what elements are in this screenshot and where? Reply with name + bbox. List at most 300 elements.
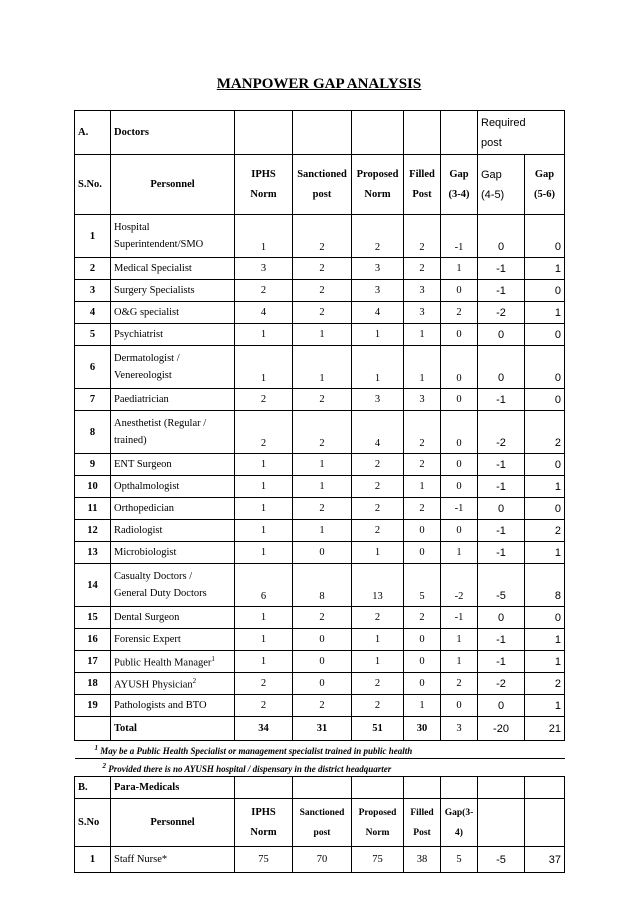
table-row: [75, 302, 565, 324]
row-personnel: [111, 302, 235, 324]
cell-iphs: 2: [235, 695, 293, 717]
line: Proposed: [358, 807, 397, 818]
cell-g56: 0: [525, 280, 565, 302]
cell-g45: 0: [478, 346, 525, 389]
cell-sanc: 0: [293, 629, 352, 651]
header-personnel: Personnel: [111, 799, 235, 847]
footnote: [75, 741, 565, 759]
table-row: [75, 564, 565, 607]
table-row: [75, 411, 565, 454]
row-sno: 4: [75, 302, 111, 324]
row-sno: 12: [75, 520, 111, 542]
table-row: [75, 258, 565, 280]
line: post: [313, 827, 331, 838]
header-iphs: [235, 799, 293, 847]
cell-prop: 2: [352, 673, 404, 695]
cell-g45: -1: [478, 629, 525, 651]
header-iphs: [235, 155, 293, 215]
total-label: Total: [111, 717, 235, 741]
row-sno: 1: [75, 847, 111, 873]
cell-prop: 2: [352, 498, 404, 520]
table-row: [75, 847, 565, 873]
row-personnel: [111, 476, 235, 498]
row-personnel: [111, 411, 235, 454]
row-personnel: [111, 454, 235, 476]
line: Gap: [481, 168, 502, 181]
cell-sanc: 2: [293, 215, 352, 258]
total-row: [75, 717, 565, 741]
row-personnel: [111, 695, 235, 717]
line: Gap(3-: [444, 807, 474, 818]
row-sno: 1: [75, 215, 111, 258]
cell-iphs: 1: [235, 651, 293, 673]
footnote-row: [75, 741, 565, 759]
cell-prop: 75: [352, 847, 404, 873]
line: post: [481, 136, 502, 149]
header-gap: [441, 799, 478, 847]
cell-g56: 2: [525, 411, 565, 454]
cell-g34: 0: [441, 520, 478, 542]
line: Casualty Doctors /: [114, 571, 193, 582]
cell-g56: 1: [525, 695, 565, 717]
header-row: [75, 799, 565, 847]
cell-g34: 0: [441, 411, 478, 454]
line: (5-6): [534, 188, 555, 200]
cell-g56: 8: [525, 564, 565, 607]
cell-iphs: 4: [235, 302, 293, 324]
row-personnel: [111, 280, 235, 302]
cell-iphs: 1: [235, 629, 293, 651]
cell-prop: 2: [352, 695, 404, 717]
cell-prop: 13: [352, 564, 404, 607]
cell-g56: 0: [525, 389, 565, 411]
line: O&G specialist: [114, 307, 180, 318]
empty-cell: [235, 111, 293, 155]
row-sno: 15: [75, 607, 111, 629]
cell-g45: -1: [478, 651, 525, 673]
header-sno: S.No: [75, 799, 111, 847]
cell-iphs: 75: [235, 847, 293, 873]
cell-filled: 1: [404, 324, 441, 346]
cell-filled: 2: [404, 411, 441, 454]
cell-sanc: 2: [293, 280, 352, 302]
cell-g34: 0: [441, 454, 478, 476]
line: Norm: [364, 188, 391, 200]
line: Filled: [410, 807, 434, 818]
total-g34: 3: [441, 717, 478, 741]
cell-g34: 0: [441, 389, 478, 411]
cell-g56: 1: [525, 302, 565, 324]
table-row: [75, 454, 565, 476]
line: Paediatrician: [114, 394, 169, 405]
row-sno: 13: [75, 542, 111, 564]
cell-g56: 1: [525, 651, 565, 673]
cell-g45: -1: [478, 520, 525, 542]
line: trained): [114, 435, 147, 446]
cell-prop: 2: [352, 454, 404, 476]
cell-g45: 0: [478, 324, 525, 346]
table-row: [75, 389, 565, 411]
line: Norm: [250, 188, 277, 200]
cell-filled: 0: [404, 542, 441, 564]
line: Anesthetist (Regular /: [114, 418, 207, 429]
cell-g45: -1: [478, 258, 525, 280]
row-sno: 14: [75, 564, 111, 607]
cell-g45: -5: [478, 564, 525, 607]
empty-cell: [404, 111, 441, 155]
table-row: [75, 629, 565, 651]
line: Gap: [534, 168, 555, 180]
cell-filled: 3: [404, 389, 441, 411]
cell-g34: 1: [441, 542, 478, 564]
empty-cell: [75, 717, 111, 741]
row-personnel: [111, 346, 235, 389]
empty-cell: [478, 799, 525, 847]
cell-prop: 2: [352, 520, 404, 542]
row-personnel: [111, 215, 235, 258]
header-filled: [404, 799, 441, 847]
cell-g56: 1: [525, 476, 565, 498]
row-sno: 11: [75, 498, 111, 520]
cell-filled: 1: [404, 476, 441, 498]
cell-g45: -1: [478, 280, 525, 302]
table-row: [75, 215, 565, 258]
table-row: [75, 673, 565, 695]
empty-cell: [525, 777, 565, 799]
cell-sanc: 2: [293, 695, 352, 717]
empty-cell: [293, 777, 352, 799]
row-sno: 17: [75, 651, 111, 673]
footnote-mark: 1: [94, 743, 98, 752]
header-filled: [404, 155, 441, 215]
header-sanctioned: [293, 155, 352, 215]
line: Sanctioned: [299, 807, 345, 818]
line: Venereologist: [114, 370, 172, 381]
header-proposed: [352, 799, 404, 847]
cell-prop: 4: [352, 302, 404, 324]
footnote-mark: 2: [192, 676, 197, 685]
cell-prop: 1: [352, 629, 404, 651]
cell-sanc: 1: [293, 476, 352, 498]
required-post-label: [478, 111, 565, 155]
line: Post: [412, 188, 432, 200]
header-gap-3-4: [441, 155, 478, 215]
table-row: [75, 280, 565, 302]
header-gap-5-6: [525, 155, 565, 215]
row-sno: 19: [75, 695, 111, 717]
header-sno: S.No.: [75, 155, 111, 215]
table-row: [75, 520, 565, 542]
section-letter: A.: [75, 111, 111, 155]
cell-g56: 0: [525, 454, 565, 476]
cell-g45: -2: [478, 411, 525, 454]
row-personnel: [111, 629, 235, 651]
cell-g34: 2: [441, 302, 478, 324]
row-sno: 7: [75, 389, 111, 411]
cell-filled: 0: [404, 651, 441, 673]
line: IPHS: [251, 168, 276, 180]
line: Norm: [365, 827, 390, 838]
table-row: [75, 542, 565, 564]
cell-filled: 0: [404, 520, 441, 542]
cell-g34: 0: [441, 695, 478, 717]
cell-g34: 5: [441, 847, 478, 873]
total-sanc: 31: [293, 717, 352, 741]
cell-sanc: 2: [293, 302, 352, 324]
line: Forensic Expert: [114, 634, 181, 645]
cell-prop: 2: [352, 476, 404, 498]
cell-prop: 3: [352, 389, 404, 411]
empty-cell: [293, 111, 352, 155]
row-sno: 18: [75, 673, 111, 695]
cell-filled: 3: [404, 280, 441, 302]
line: Public Health Manager: [114, 657, 212, 669]
cell-g34: 0: [441, 280, 478, 302]
table-row: [75, 651, 565, 673]
cell-filled: 2: [404, 258, 441, 280]
cell-g34: 0: [441, 324, 478, 346]
row-personnel: [111, 498, 235, 520]
cell-iphs: 1: [235, 476, 293, 498]
cell-g34: 1: [441, 651, 478, 673]
empty-cell: [235, 777, 293, 799]
line: 4): [455, 827, 463, 838]
line: Filled: [409, 168, 435, 180]
section-b-row: [75, 777, 565, 799]
cell-filled: 38: [404, 847, 441, 873]
cell-prop: 1: [352, 542, 404, 564]
line: Gap: [449, 168, 469, 180]
cell-g45: -1: [478, 454, 525, 476]
total-iphs: 34: [235, 717, 293, 741]
page-title: MANPOWER GAP ANALYSIS: [216, 76, 422, 92]
line: Pathologists and BTO: [114, 700, 207, 711]
row-personnel: [111, 607, 235, 629]
line: Microbiologist: [114, 547, 177, 558]
empty-cell: [352, 111, 404, 155]
cell-g45: -1: [478, 542, 525, 564]
footnote-text: May be a Public Health Specialist or management specialist trained in public health: [100, 745, 413, 756]
cell-prop: 3: [352, 280, 404, 302]
line: Superintendent/SMO: [114, 239, 204, 250]
cell-g34: -2: [441, 564, 478, 607]
cell-g45: -1: [478, 476, 525, 498]
cell-prop: 1: [352, 651, 404, 673]
line: Proposed: [356, 168, 399, 180]
cell-g45: -5: [478, 847, 525, 873]
cell-prop: 4: [352, 411, 404, 454]
section-a-row: [75, 111, 565, 155]
table-row: [75, 346, 565, 389]
cell-g34: -1: [441, 607, 478, 629]
row-sno: 2: [75, 258, 111, 280]
line: AYUSH Physician: [114, 679, 193, 691]
line: General Duty Doctors: [114, 588, 207, 599]
table-row: [75, 324, 565, 346]
cell-prop: 2: [352, 607, 404, 629]
empty-cell: [441, 777, 478, 799]
cell-filled: 1: [404, 346, 441, 389]
cell-iphs: 1: [235, 498, 293, 520]
row-personnel: [111, 651, 235, 673]
empty-cell: [525, 799, 565, 847]
section-letter: B.: [75, 777, 111, 799]
row-sno: 5: [75, 324, 111, 346]
line: Hospital: [114, 222, 150, 233]
line: Sanctioned: [297, 168, 347, 180]
row-personnel: [111, 389, 235, 411]
cell-sanc: 1: [293, 346, 352, 389]
cell-iphs: 1: [235, 454, 293, 476]
row-personnel: [111, 520, 235, 542]
line: IPHS: [251, 806, 276, 818]
cell-iphs: 6: [235, 564, 293, 607]
cell-iphs: 1: [235, 520, 293, 542]
line: Opthalmologist: [114, 481, 180, 492]
cell-g34: 2: [441, 673, 478, 695]
cell-g45: 0: [478, 498, 525, 520]
table-row: [75, 476, 565, 498]
cell-g34: -1: [441, 498, 478, 520]
row-sno: 3: [75, 280, 111, 302]
cell-filled: 2: [404, 454, 441, 476]
line: Dental Surgeon: [114, 612, 180, 623]
footnote-text: Provided there is no AYUSH hospital / dispensary in the district headquarter: [108, 763, 392, 774]
header-personnel: Personnel: [111, 155, 235, 215]
cell-g56: 0: [525, 324, 565, 346]
cell-prop: 2: [352, 215, 404, 258]
total-g56: 21: [525, 717, 565, 741]
cell-g56: 0: [525, 607, 565, 629]
table-row: [75, 498, 565, 520]
cell-g45: 0: [478, 695, 525, 717]
cell-filled: 5: [404, 564, 441, 607]
row-personnel: [111, 673, 235, 695]
cell-iphs: 1: [235, 324, 293, 346]
row-sno: 6: [75, 346, 111, 389]
empty-cell: [352, 777, 404, 799]
line: Psychiatrist: [114, 329, 163, 340]
row-personnel: [111, 324, 235, 346]
cell-iphs: 1: [235, 542, 293, 564]
cell-sanc: 2: [293, 498, 352, 520]
cell-prop: 1: [352, 346, 404, 389]
empty-cell: [441, 111, 478, 155]
cell-g45: 0: [478, 215, 525, 258]
line: post: [312, 188, 332, 200]
line: Surgery Specialists: [114, 285, 195, 296]
cell-g45: 0: [478, 607, 525, 629]
cell-g56: 1: [525, 258, 565, 280]
cell-iphs: 2: [235, 389, 293, 411]
line: ENT Surgeon: [114, 459, 172, 470]
cell-sanc: 2: [293, 258, 352, 280]
cell-filled: 0: [404, 629, 441, 651]
total-g45: -20: [478, 717, 525, 741]
line: Staff Nurse*: [114, 854, 168, 865]
cell-prop: 3: [352, 258, 404, 280]
footnote-row: [75, 759, 565, 777]
cell-g34: 1: [441, 629, 478, 651]
cell-sanc: 1: [293, 454, 352, 476]
cell-sanc: 2: [293, 411, 352, 454]
row-personnel: [111, 847, 235, 873]
cell-g56: 37: [525, 847, 565, 873]
row-personnel: [111, 564, 235, 607]
cell-g34: 0: [441, 476, 478, 498]
cell-filled: 2: [404, 498, 441, 520]
cell-g56: 2: [525, 520, 565, 542]
line: Orthopedician: [114, 503, 175, 514]
cell-prop: 1: [352, 324, 404, 346]
table-row: [75, 607, 565, 629]
cell-iphs: 3: [235, 258, 293, 280]
cell-sanc: 2: [293, 389, 352, 411]
footnote-mark: 1: [211, 654, 215, 663]
row-personnel: [111, 258, 235, 280]
cell-sanc: 70: [293, 847, 352, 873]
cell-sanc: 0: [293, 673, 352, 695]
line: Radiologist: [114, 525, 163, 536]
cell-g45: -2: [478, 673, 525, 695]
cell-iphs: 1: [235, 607, 293, 629]
cell-g56: 2: [525, 673, 565, 695]
line: Dermatologist /: [114, 353, 180, 364]
cell-g45: -1: [478, 389, 525, 411]
header-gap-4-5: [478, 155, 525, 215]
line: (3-4): [448, 188, 470, 200]
row-personnel: [111, 542, 235, 564]
cell-sanc: 1: [293, 520, 352, 542]
cell-sanc: 1: [293, 324, 352, 346]
manpower-table: [74, 110, 565, 873]
cell-g56: 1: [525, 542, 565, 564]
cell-filled: 2: [404, 215, 441, 258]
line: Norm: [250, 826, 277, 838]
cell-sanc: 0: [293, 651, 352, 673]
line: Post: [413, 827, 431, 838]
cell-g56: 1: [525, 629, 565, 651]
cell-g34: -1: [441, 215, 478, 258]
table-row: [75, 695, 565, 717]
row-sno: 8: [75, 411, 111, 454]
cell-sanc: 2: [293, 607, 352, 629]
line: (4-5): [481, 188, 505, 201]
footnote-mark: 2: [102, 761, 106, 770]
total-prop: 51: [352, 717, 404, 741]
section-name: Para-Medicals: [111, 777, 235, 799]
cell-sanc: 8: [293, 564, 352, 607]
cell-g56: 0: [525, 498, 565, 520]
cell-iphs: 2: [235, 411, 293, 454]
cell-iphs: 1: [235, 346, 293, 389]
header-row: [75, 155, 565, 215]
row-sno: 9: [75, 454, 111, 476]
cell-g34: 0: [441, 346, 478, 389]
cell-iphs: 1: [235, 215, 293, 258]
footnote: [75, 759, 565, 777]
cell-sanc: 0: [293, 542, 352, 564]
cell-filled: 3: [404, 302, 441, 324]
cell-g45: -2: [478, 302, 525, 324]
section-name: Doctors: [111, 111, 235, 155]
cell-g56: 0: [525, 346, 565, 389]
row-sno: 10: [75, 476, 111, 498]
header-sanctioned: [293, 799, 352, 847]
total-filled: 30: [404, 717, 441, 741]
empty-cell: [478, 777, 525, 799]
cell-iphs: 2: [235, 280, 293, 302]
